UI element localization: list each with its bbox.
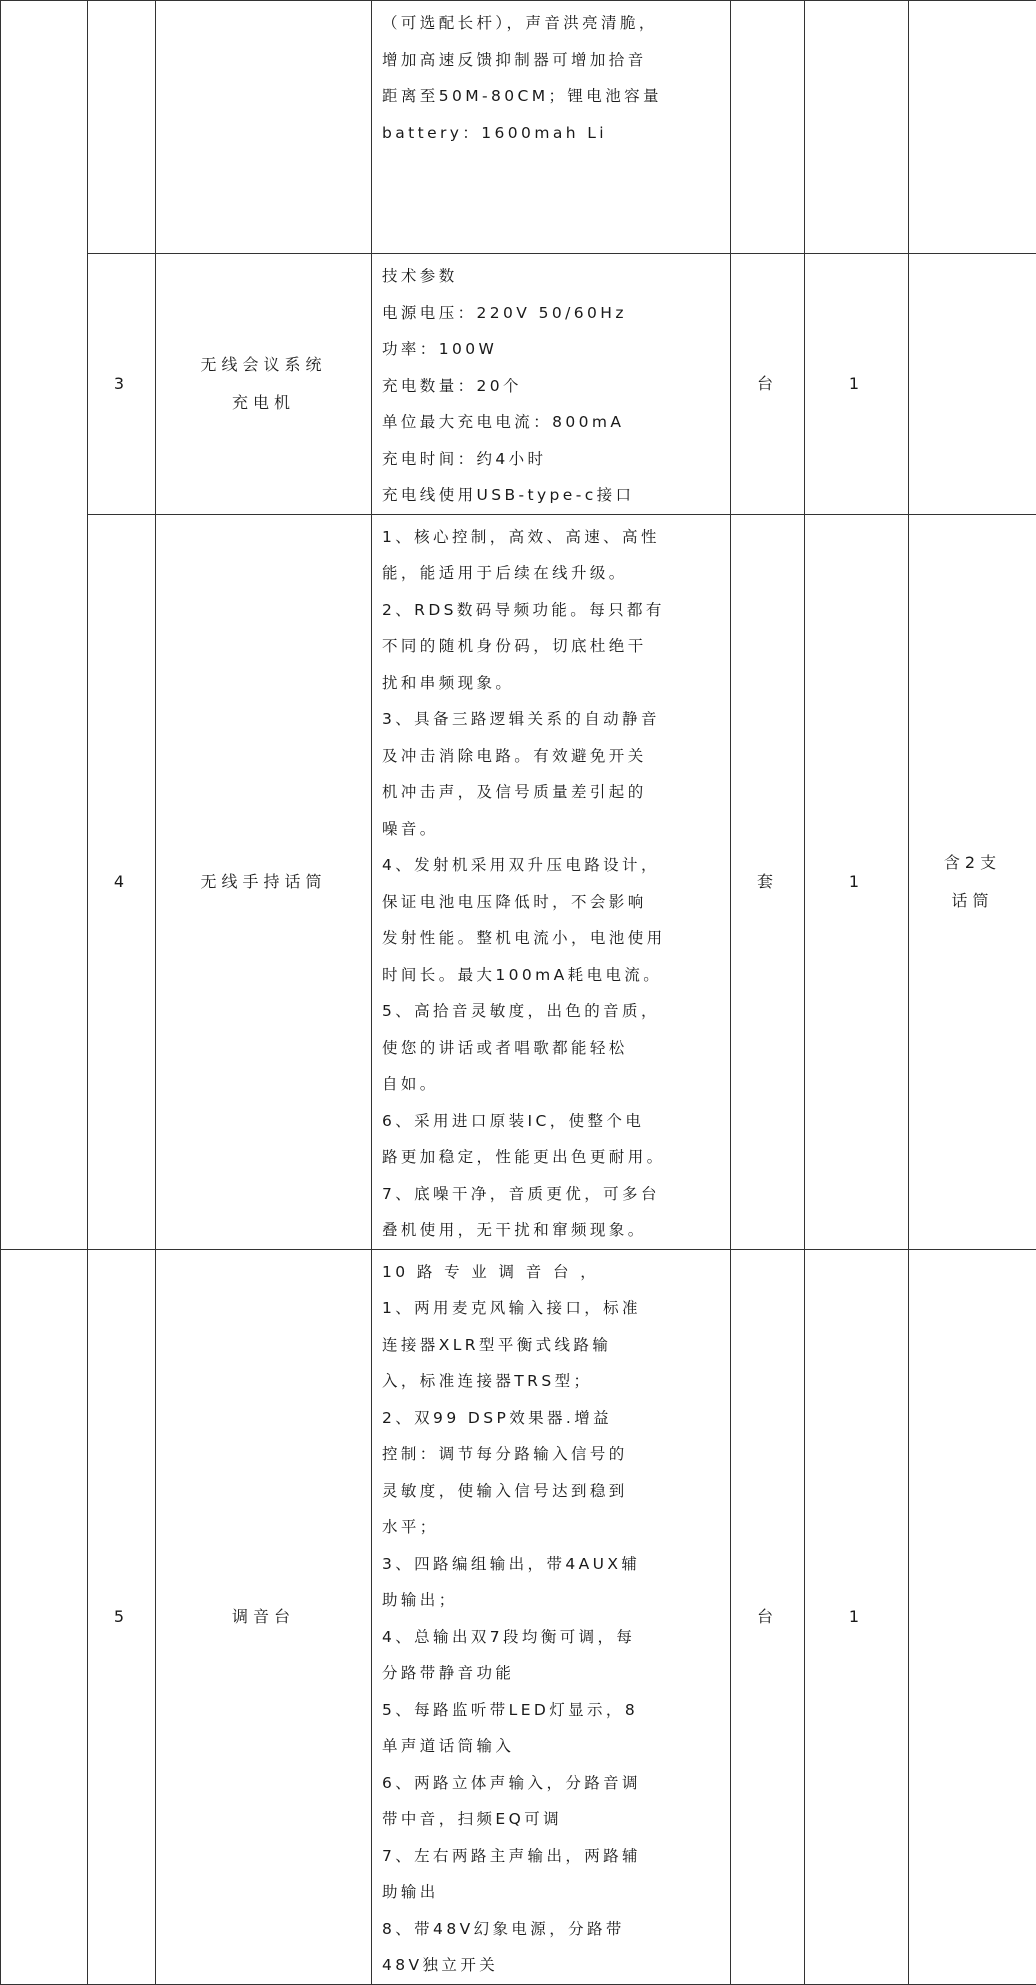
table-row [1, 514, 1036, 1249]
item-name-cell [156, 1, 372, 254]
item-name-cell [156, 514, 372, 1249]
item-spec-cell [372, 1249, 731, 1984]
item-note-cell [909, 1249, 1036, 1984]
item-spec: （可选配长杆），声音洪亮清脆， 增加高速反馈抑制器可增加拾音 距离至50M-80CM；锂电池容量 battery：1600mah Li [372, 1, 730, 151]
item-spec: 10 路 专 业 调 音 台 ， 1、两用麦克风输入接口，标准 连接器XLR型平衡式线路输 入，标准连接器TRS型； 2、双99 DSP效果器.增益 控制：调节每分路输入信号的 灵敏度，使输入信号达到稳到 水平； 3、四路编组输出，带4AUX辅 助输出； 4、总输出双7段均衡可调，每 分路带静音功能 5、每路监听带LED灯显示，8 单声道话筒输入 6、两路立体声输入，分路音调 带中音，扫频EQ可调 7、左右两路主声输出，两路辅 助输出 8、带48V幻象电源，分路带 48V独立开关 [372, 1250, 730, 1984]
item-qty: 1 [849, 1607, 864, 1626]
item-name-cell [156, 254, 372, 515]
item-unit-cell [731, 514, 805, 1249]
item-name: 无线会议系统 充电机 [200, 355, 326, 412]
item-qty-cell [805, 514, 909, 1249]
item-spec-cell [372, 514, 731, 1249]
item-name: 无线手持话筒 [200, 872, 326, 891]
item-spec-cell [372, 254, 731, 515]
item-name: 调音台 [232, 1607, 295, 1626]
item-number-cell [88, 514, 156, 1249]
item-unit-cell [731, 254, 805, 515]
item-name-cell [156, 1249, 372, 1984]
item-unit-cell [731, 1249, 805, 1984]
table-row [1, 1, 1036, 254]
item-number-cell [88, 1, 156, 254]
item-number-cell [88, 1249, 156, 1984]
item-number: 4 [114, 872, 129, 891]
item-note: 含2支 话筒 [944, 853, 1001, 910]
table-row [1, 1249, 1036, 1984]
item-number-cell [88, 254, 156, 515]
item-unit: 套 [757, 872, 778, 891]
item-qty-cell [805, 1, 909, 254]
item-unit-cell [731, 1, 805, 254]
item-qty: 1 [849, 374, 864, 393]
item-number: 3 [114, 374, 129, 393]
item-spec: 1、核心控制，高效、高速、高性 能，能适用于后续在线升级。 2、RDS数码导频功能。每只都有 不同的随机身份码，切底杜绝干 扰和串频现象。 3、具备三路逻辑关系的自动静音 及冲击消除电路。有效避免开关 机冲击声，及信号质量差引起的 噪音。 4、发射机采用双升压电路设计， 保证电池电压降低时，不会影响 发射性能。整机电流小，电池使用 时间长。最大100mA耗电电流。 5、高拾音灵敏度，出色的音质， 使您的讲话或者唱歌都能轻松 自如。 6、采用进口原装IC，使整个电 路更加稳定，性能更出色更耐用。 7、底噪干净，音质更优，可多台 叠机使用，无干扰和窜频现象。 [372, 515, 730, 1249]
item-unit: 台 [757, 1607, 778, 1626]
item-number: 5 [114, 1607, 129, 1626]
item-note-cell [909, 1, 1036, 254]
table-row [1, 254, 1036, 515]
group-cell [1, 1249, 88, 1984]
item-note-cell [909, 514, 1036, 1249]
item-spec-cell [372, 1, 731, 254]
item-note-cell [909, 254, 1036, 515]
group-cell [1, 1, 88, 1250]
item-unit: 台 [757, 374, 778, 393]
item-qty-cell [805, 1249, 909, 1984]
item-qty-cell [805, 254, 909, 515]
item-qty: 1 [849, 872, 864, 891]
item-spec: 技术参数 电源电压：220V 50/60Hz 功率：100W 充电数量：20个 单位最大充电电流：800mA 充电时间：约4小时 充电线使用USB-type-c接口 [372, 254, 730, 514]
